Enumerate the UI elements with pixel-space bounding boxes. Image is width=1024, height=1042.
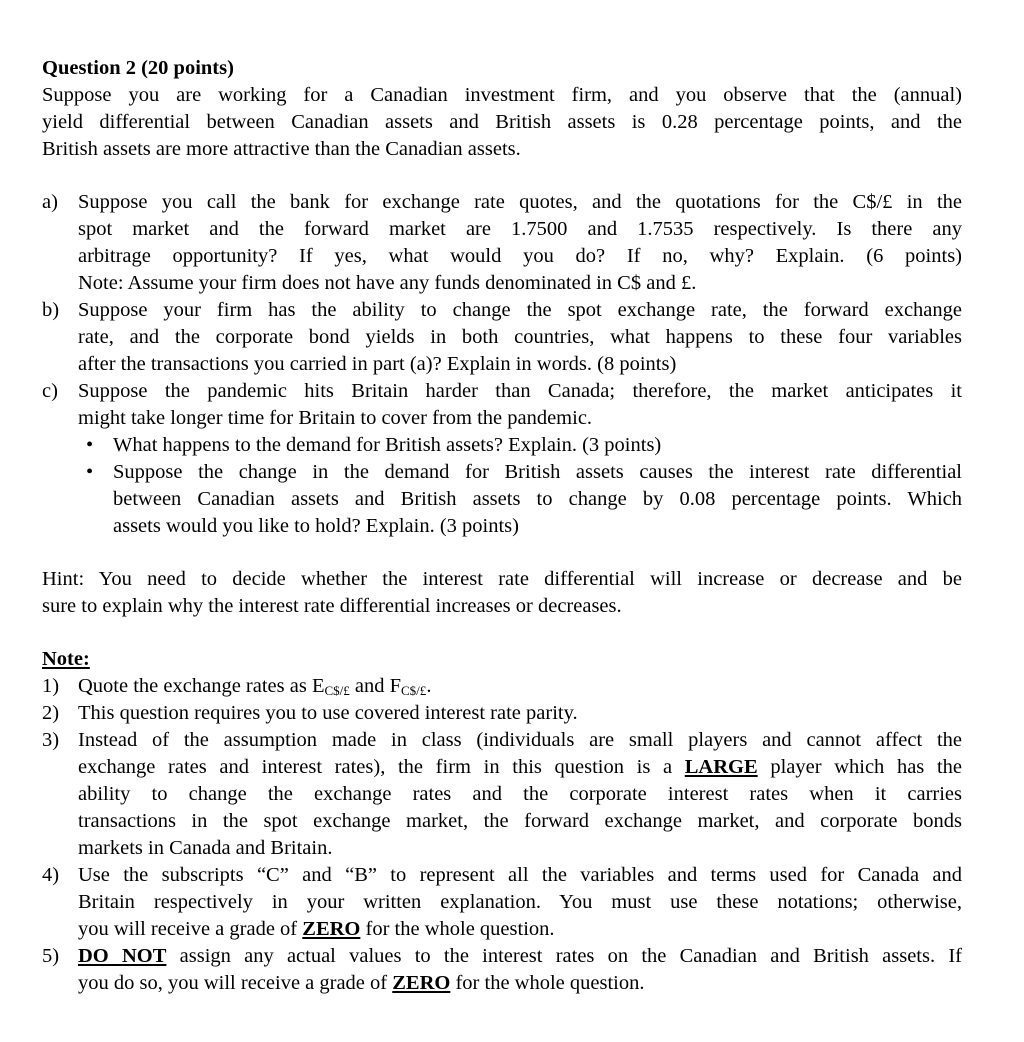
text-segment: Note: (42, 648, 90, 670)
hint-paragraph-line (42, 593, 962, 620)
part-text-line (78, 270, 962, 297)
text-segment: Instead of the assumption made in class (individuals are small players and cannot affect the (78, 729, 962, 751)
text-segment: Note: Assume your firm does not have any funds denominated in C$ and £. (78, 272, 697, 294)
hint-paragraph-line (42, 566, 962, 593)
bullet-item (42, 432, 962, 459)
part-text-line (78, 324, 962, 351)
text-segment: Suppose your firm has the ability to change the spot exchange rate, the forward exchange (78, 299, 962, 321)
bullet-text-line (113, 459, 962, 486)
bullet-icon: • (86, 434, 94, 456)
part-text-line (78, 378, 962, 405)
spacer (42, 163, 962, 189)
part-text-line (78, 243, 962, 270)
note-text-line (78, 808, 962, 835)
text-segment: arbitrage opportunity? If yes, what would you do? If no, why? Explain. (6 points) (78, 245, 962, 267)
text-segment: Question 2 (20 points) (42, 57, 234, 79)
text-segment: assets would you like to hold? Explain. (3 points) (113, 515, 519, 537)
note-item (42, 727, 962, 862)
intro-paragraph-line (42, 109, 962, 136)
bullet-item (42, 459, 962, 540)
text-segment: for the whole question. (360, 918, 555, 940)
text-segment: C$/£ (401, 683, 427, 698)
bullet-text-line (113, 486, 962, 513)
text-segment: ZERO (392, 972, 451, 994)
note-label: 4) (42, 864, 60, 886)
part-text-line (78, 216, 962, 243)
note-text-line (78, 754, 962, 781)
question-part (42, 297, 962, 378)
part-label: a) (42, 191, 58, 213)
text-segment: LARGE (684, 756, 758, 778)
intro-paragraph-line (42, 82, 962, 109)
text-segment: might take longer time for Britain to cover from the pandemic. (78, 407, 593, 429)
note-text-line (78, 943, 962, 970)
text-segment: player which has the (757, 756, 962, 778)
text-segment: rate, and the corporate bond yields in both countries, what happens to these four variables (78, 326, 962, 348)
text-segment: ZERO (302, 918, 361, 940)
text-segment: after the transactions you carried in part (a)? Explain in words. (8 points) (78, 353, 677, 375)
part-text-line (78, 297, 962, 324)
note-item (42, 700, 962, 727)
text-segment: between Canadian assets and British assets to change by 0.08 percentage points. Which (113, 488, 962, 510)
text-segment: Suppose you are working for a Canadian investment firm, and you observe that the (annual) (42, 84, 962, 106)
note-text-line (78, 862, 962, 889)
note-text-line (78, 889, 962, 916)
text-segment: you will receive a grade of (78, 918, 303, 940)
note-item (42, 943, 962, 997)
question-part (42, 189, 962, 297)
text-segment: Hint: You need to decide whether the interest rate differential will increase or decrease and be (42, 568, 962, 590)
note-text-line (78, 781, 962, 808)
text-segment: markets in Canada and Britain. (78, 837, 333, 859)
part-label: b) (42, 299, 60, 321)
part-text-line (78, 351, 962, 378)
bullet-text-line (113, 513, 962, 540)
note-text-line (78, 835, 962, 862)
text-segment: . (426, 675, 432, 697)
text-segment: C$/£ (324, 683, 350, 698)
text-segment: for the whole question. (450, 972, 645, 994)
text-segment: exchange rates and interest rates), the firm in this question is a (78, 756, 685, 778)
note-text-line (78, 916, 962, 943)
note-label: 1) (42, 675, 60, 697)
text-segment: DO NOT (78, 945, 167, 967)
spacer (42, 620, 962, 646)
note-label: 5) (42, 945, 60, 967)
part-text-line (78, 405, 962, 432)
text-segment: British assets are more attractive than the Canadian assets. (42, 138, 521, 160)
note-item (42, 862, 962, 943)
text-segment: Quote the exchange rates as E (78, 675, 325, 697)
bullet-icon: • (86, 461, 94, 483)
question-title-line (42, 55, 962, 82)
text-segment: Use the subscripts “C” and “B” to represent all the variables and terms used for Canada and (78, 864, 962, 886)
text-segment: This question requires you to use covered interest rate parity. (78, 702, 578, 724)
question-part (42, 378, 962, 432)
note-text-line (78, 700, 962, 727)
text-segment: Britain respectively in your written explanation. You must use these notations; otherwise, (78, 891, 962, 913)
text-segment: you do so, you will receive a grade of (78, 972, 393, 994)
intro-paragraph-line (42, 136, 962, 163)
note-heading-line (42, 646, 962, 673)
note-text-line (78, 727, 962, 754)
part-label: c) (42, 380, 58, 402)
text-segment: assign any actual values to the interest rates on the Canadian and British assets. If (166, 945, 962, 967)
part-text-line (78, 189, 962, 216)
text-segment: sure to explain why the interest rate differential increases or decreases. (42, 595, 622, 617)
text-segment: transactions in the spot exchange market, the forward exchange market, and corporate bonds (78, 810, 962, 832)
text-segment: and F (349, 675, 402, 697)
text-segment: What happens to the demand for British assets? Explain. (3 points) (113, 434, 662, 456)
text-segment: yield differential between Canadian assets and British assets is 0.28 percentage points, and the (42, 111, 962, 133)
note-label: 2) (42, 702, 60, 724)
text-segment: ability to change the exchange rates and the corporate interest rates when it carries (78, 783, 962, 805)
text-segment: Suppose the pandemic hits Britain harder than Canada; therefore, the market anticipates it (78, 380, 962, 402)
note-text-line (78, 673, 962, 700)
note-text-line (78, 970, 962, 997)
text-segment: Suppose the change in the demand for British assets causes the interest rate differential (113, 461, 962, 483)
note-item (42, 673, 962, 700)
text-segment: spot market and the forward market are 1.7500 and 1.7535 respectively. Is there any (78, 218, 962, 240)
spacer (42, 540, 962, 566)
question-document (42, 55, 962, 997)
note-label: 3) (42, 729, 60, 751)
bullet-text-line (113, 432, 962, 459)
text-segment: Suppose you call the bank for exchange rate quotes, and the quotations for the C$/£ in the (78, 191, 962, 213)
